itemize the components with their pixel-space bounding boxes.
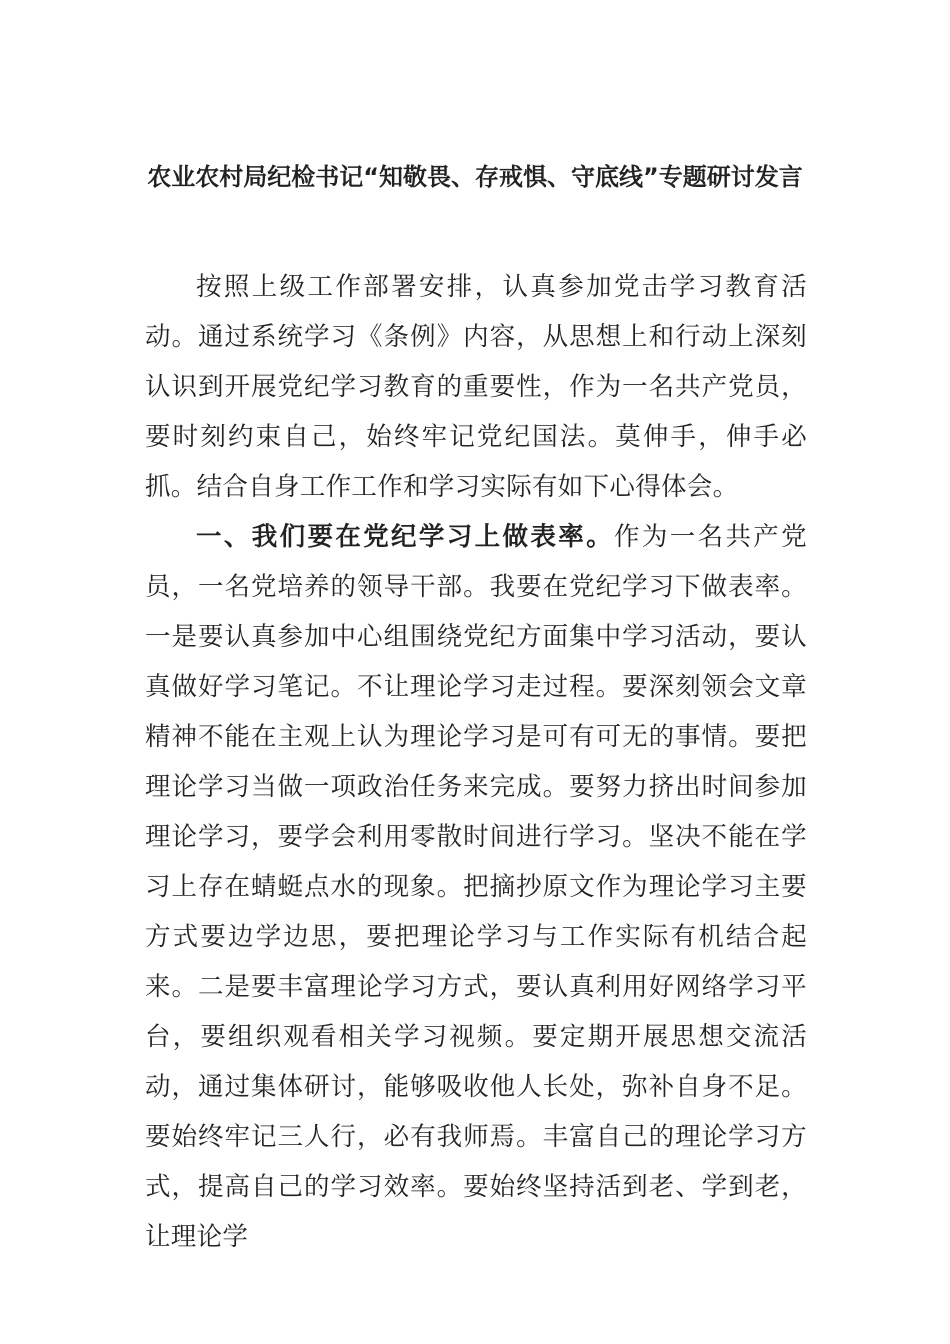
paragraph-intro-text: 按照上级工作部署安排，认真参加党击学习教育活动。通过系统学习《条例》内容，从思想上和行动上深刻认识到开展党纪学习教育的重要性，作为一名共产党员，要时刻约束自己，始终牢记党纪国法。莫伸手，伸手必抓。结合自身工作工作和学习实际有如下心得体会。 [145, 272, 807, 502]
document-body [145, 262, 807, 1262]
paragraph-section-one [145, 512, 807, 1262]
document-title: 农业农村局纪检书记“知敬畏、存戒惧、守底线”专题研讨发言 [147, 163, 803, 191]
paragraph-intro [145, 262, 807, 512]
section-one-text: 作为一名共产党员，一名党培养的领导干部。我要在党纪学习下做表率。一是要认真参加中心组围绕党纪方面集中学习活动，要认真做好学习笔记。不让理论学习走过程。要深刻领会文章精神不能在主观上认为理论学习是可有可无的事情。要把理论学习当做一项政治任务来完成。要努力挤出时间参加理论学习，要学会利用零散时间进行学习。坚决不能在学习上存在蜻蜓点水的现象。把摘抄原文作为理论学习主要方式要边学边思，要把理论学习与工作实际有机结合起来。二是要丰富理论学习方式，要认真利用好网络学习平台，要组织观看相关学习视频。要定期开展思想交流活动，通过集体研讨，能够吸收他人长处，弥补自身不足。要始终牢记三人行，必有我师焉。丰富自己的理论学习方式，提高自己的学习效率。要始终坚持活到老、学到老，让理论学 [145, 522, 807, 1252]
section-one-heading: 一、我们要在党纪学习上做表率。 [196, 522, 614, 552]
